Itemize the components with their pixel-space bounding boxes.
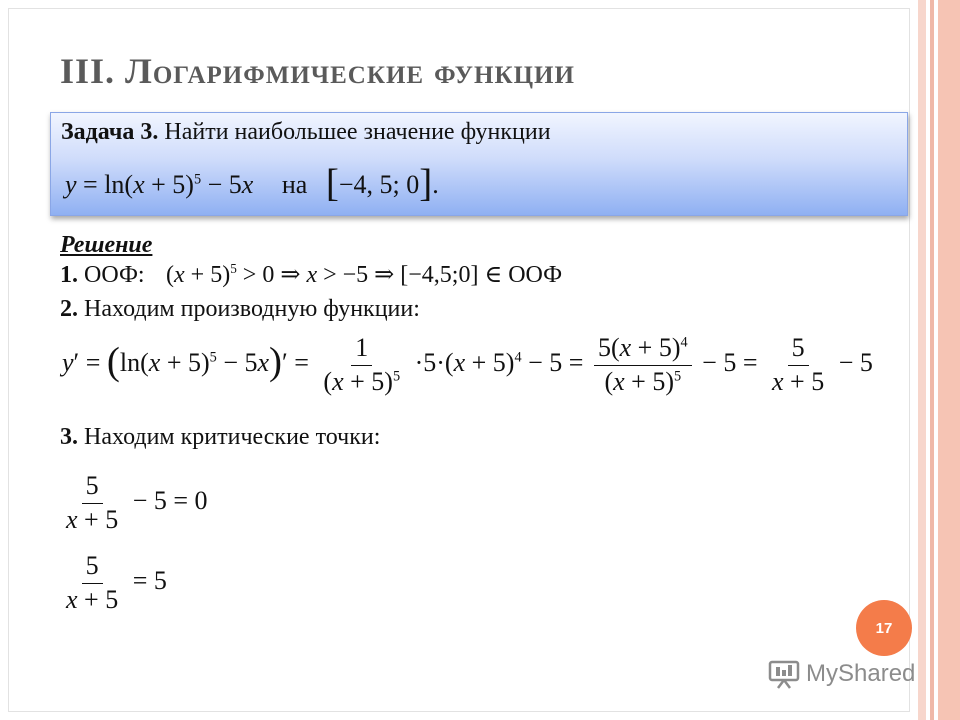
critical-equation-1: $\frac{5}{x + 5}$ − 5 = 0 <box>66 471 208 534</box>
domain-math: $(x + 5)^5 > 0$ ⇒ x > −5 ⇒ [−4,5;0] ∈ ООФ <box>166 261 563 288</box>
page-number-badge: 17 <box>856 600 912 656</box>
slide-title: III. Логарифмические функции <box>60 51 575 91</box>
decor-stripe <box>930 0 934 720</box>
watermark <box>768 656 915 692</box>
derivative-formula: $y' = (\ln(x + 5)^5 - 5x)'$ = $\frac{1}{(x + 5)^5}$ $\cdot 5\cdot(x + 5)^4 - 5$ = $\frac{5(x + 5)^4}{(x + 5)^5}$ − 5 = $\frac{5}{x + 5}$ − 5 <box>62 333 873 396</box>
step-3 <box>60 424 380 451</box>
step-2-number: 2. <box>60 296 78 322</box>
task-function: $y = \ln(x + 5)^5 - 5x$ <box>65 169 254 199</box>
watermark-text: MyShared <box>806 660 916 687</box>
decor-stripe <box>938 0 960 720</box>
step-3-number: 3. <box>60 424 78 450</box>
task-interval: [−4, 5; 0]. <box>325 162 439 205</box>
task-label: Задача 3. <box>61 119 159 145</box>
presentation-icon <box>768 659 800 689</box>
task-formula <box>65 161 439 206</box>
step-1-text: ООФ: <box>78 262 145 288</box>
task-box <box>50 112 908 216</box>
step-1-number: 1. <box>60 262 78 288</box>
step-2 <box>60 296 420 323</box>
step-2-text: Находим производную функции: <box>78 296 420 322</box>
task-statement <box>61 119 551 146</box>
decor-stripe <box>918 0 926 720</box>
task-text: Найти наибольшее значение функции <box>158 119 551 145</box>
solution-heading: Решение <box>60 232 153 258</box>
step-3-text: Находим критические точки: <box>78 424 381 450</box>
task-on-word: на <box>281 169 308 199</box>
critical-equation-2: $\frac{5}{x + 5}$ = 5 <box>66 551 167 614</box>
step-1 <box>60 262 145 289</box>
